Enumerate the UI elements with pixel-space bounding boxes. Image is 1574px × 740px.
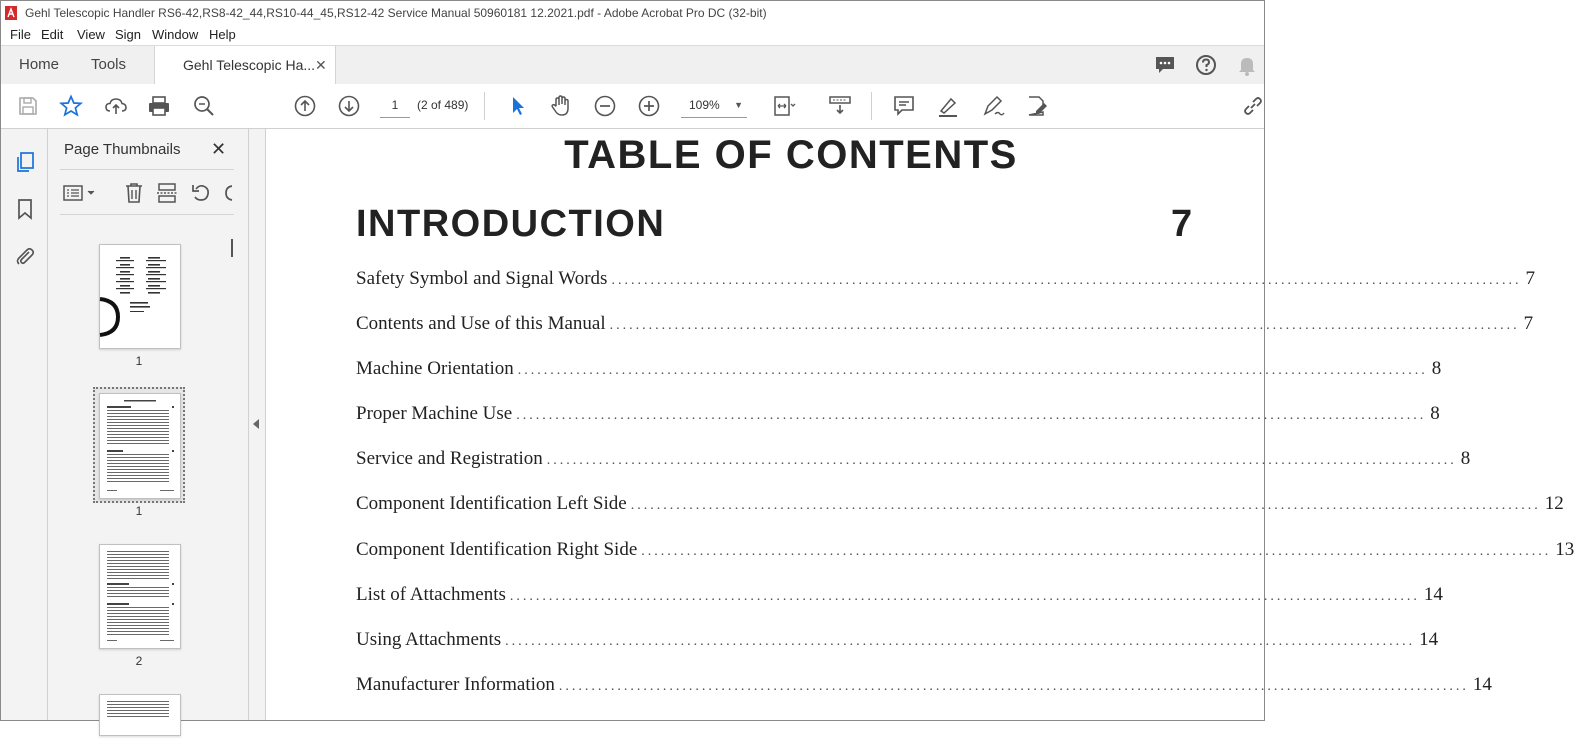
toc-entry-text: Safety Symbol and Signal Words bbox=[356, 268, 608, 289]
toc-leader-dots: ............................................................................................................................................ bbox=[641, 544, 1552, 559]
rotate-left-icon[interactable] bbox=[189, 181, 213, 205]
navigation-rail bbox=[1, 129, 48, 720]
page-count: (2 of 489) bbox=[417, 98, 469, 112]
tab-document[interactable] bbox=[154, 46, 336, 85]
toc-leader-dots: ............................................................................................................................................ bbox=[505, 634, 1416, 649]
toc-entry-text: List of Attachments bbox=[356, 584, 506, 605]
toc-entry-text: Component Identification Right Side bbox=[356, 539, 638, 560]
star-icon[interactable] bbox=[59, 94, 83, 118]
toolbar bbox=[1, 84, 1264, 129]
tab-tools[interactable]: Tools bbox=[91, 56, 127, 73]
collapse-arrow-icon bbox=[253, 419, 259, 429]
toc-entry[interactable] bbox=[356, 629, 1439, 653]
panel-collapse-handle[interactable] bbox=[249, 129, 266, 720]
panel-divider bbox=[60, 214, 234, 215]
page-thumbnail[interactable] bbox=[99, 544, 181, 649]
tab-bar bbox=[1, 45, 1264, 85]
toc-leader-dots: ............................................................................................................................................ bbox=[517, 363, 1428, 378]
toc-entry-page: 14 bbox=[1423, 584, 1443, 605]
toc-entry-page: 14 bbox=[1472, 674, 1492, 695]
panel-close-button[interactable]: ✕ bbox=[211, 139, 227, 159]
section-page-number: 7 bbox=[1171, 203, 1193, 245]
attachment-paperclip-icon[interactable] bbox=[14, 245, 36, 267]
menu-help[interactable]: Help bbox=[209, 27, 236, 42]
toc-entry[interactable] bbox=[356, 674, 1492, 698]
menu-file[interactable]: File bbox=[10, 27, 31, 42]
document-title: TABLE OF CONTENTS bbox=[564, 133, 1018, 177]
toolbar-divider bbox=[871, 92, 872, 120]
search-zoom-icon[interactable] bbox=[192, 94, 216, 118]
page-down-icon[interactable] bbox=[337, 94, 361, 118]
panel-divider bbox=[60, 169, 234, 170]
page-thumbnail[interactable] bbox=[99, 694, 181, 736]
page-thumbnails-panel bbox=[48, 129, 249, 720]
highlight-icon[interactable] bbox=[936, 94, 960, 118]
thumbnail-label: 2 bbox=[135, 654, 143, 668]
bookmark-icon[interactable] bbox=[14, 198, 36, 220]
fill-sign-icon[interactable] bbox=[1025, 94, 1049, 118]
toc-entry-page: 7 bbox=[1525, 268, 1535, 289]
zoom-level-value: 109% bbox=[689, 98, 720, 112]
scroll-mode-icon[interactable] bbox=[828, 94, 852, 118]
menu-bar bbox=[1, 25, 1264, 45]
toc-entry[interactable] bbox=[356, 448, 1471, 472]
comment-icon[interactable] bbox=[892, 94, 916, 118]
tab-close-button[interactable]: ✕ bbox=[315, 57, 327, 73]
toc-leader-dots: ............................................................................................................................................ bbox=[516, 408, 1427, 423]
help-icon[interactable] bbox=[1195, 54, 1217, 76]
toc-entry-page: 7 bbox=[1523, 313, 1534, 334]
menu-sign[interactable]: Sign bbox=[115, 27, 142, 42]
toc-leader-dots: ............................................................................................................................................ bbox=[558, 679, 1469, 694]
menu-edit[interactable]: Edit bbox=[41, 27, 64, 42]
scrollbar-thumb[interactable] bbox=[231, 239, 233, 257]
toc-entry[interactable] bbox=[356, 493, 1564, 517]
page-thumbnails-icon[interactable] bbox=[14, 151, 36, 173]
panel-title: Page Thumbnails bbox=[64, 141, 181, 158]
toc-entry-text: Using Attachments bbox=[356, 629, 502, 650]
extract-page-icon[interactable] bbox=[155, 181, 179, 205]
thumbnail-scrollbar[interactable] bbox=[226, 217, 238, 717]
thumbnail-options-icon[interactable] bbox=[62, 181, 98, 205]
menu-view[interactable]: View bbox=[77, 27, 105, 42]
thumbnail-toc-preview bbox=[100, 545, 180, 648]
toc-entry-page: 8 bbox=[1460, 448, 1471, 469]
thumbnail-label: 1 bbox=[135, 504, 143, 518]
tab-document-label: Gehl Telescopic Ha... bbox=[183, 57, 316, 73]
toc-entry[interactable] bbox=[356, 313, 1534, 337]
delete-page-icon[interactable] bbox=[122, 181, 146, 205]
notifications-bell-icon[interactable] bbox=[1236, 54, 1258, 76]
page-up-icon[interactable] bbox=[293, 94, 317, 118]
toc-entry[interactable] bbox=[356, 358, 1442, 382]
toc-entry-page: 14 bbox=[1419, 629, 1439, 650]
sign-icon[interactable] bbox=[981, 94, 1005, 118]
title-bar bbox=[1, 1, 1264, 25]
toc-entry[interactable] bbox=[356, 539, 1574, 563]
section-heading: INTRODUCTION bbox=[356, 203, 666, 245]
tab-home[interactable]: Home bbox=[19, 56, 60, 73]
page-thumbnail[interactable] bbox=[99, 244, 181, 349]
print-icon[interactable] bbox=[147, 94, 171, 118]
toc-leader-dots: ............................................................................................................................................ bbox=[609, 318, 1520, 333]
toc-entry-text: Machine Orientation bbox=[356, 358, 514, 379]
acrobat-icon bbox=[5, 6, 17, 20]
zoom-out-icon[interactable] bbox=[593, 94, 617, 118]
toolbar-divider bbox=[484, 92, 485, 120]
zoom-level-select[interactable] bbox=[681, 93, 747, 118]
toc-entry-text: Component Identification Left Side bbox=[356, 493, 627, 514]
toc-entry-text: Service and Registration bbox=[356, 448, 543, 469]
upload-icon[interactable] bbox=[104, 94, 128, 118]
rotate-right-icon[interactable] bbox=[220, 181, 234, 205]
toc-entry[interactable] bbox=[356, 268, 1535, 292]
toc-entry-text: Manufacturer Information bbox=[356, 674, 555, 695]
save-icon[interactable] bbox=[16, 94, 40, 118]
chevron-down-icon: ▼ bbox=[734, 100, 743, 110]
menu-window[interactable]: Window bbox=[152, 27, 199, 42]
toc-entry[interactable] bbox=[356, 584, 1443, 608]
toc-entry-page: 8 bbox=[1431, 358, 1442, 379]
page-thumbnail-selected[interactable] bbox=[99, 393, 181, 499]
comment-bubble-icon[interactable] bbox=[1154, 54, 1176, 76]
toc-entry-page: 8 bbox=[1430, 403, 1440, 424]
thumbnail-cover-preview bbox=[100, 245, 180, 348]
toc-leader-dots: ............................................................................................................................................ bbox=[546, 453, 1457, 468]
toc-leader-dots: ............................................................................................................................................ bbox=[630, 498, 1541, 513]
document-view[interactable] bbox=[266, 129, 1574, 720]
thumbnail-toc-preview bbox=[100, 394, 180, 498]
toc-entry-text: Contents and Use of this Manual bbox=[356, 313, 606, 334]
toc-entry-text: Proper Machine Use bbox=[356, 403, 513, 424]
window-title: Gehl Telescopic Handler RS6-42,RS8-42_44,RS10-44_45,RS12-42 Service Manual 50960181 12.2021.pdf - Adobe Acrobat Pro DC (32-bit) bbox=[25, 6, 767, 20]
link-icon[interactable] bbox=[1241, 94, 1265, 118]
thumbnail-toc-preview bbox=[100, 695, 180, 735]
select-cursor-icon[interactable] bbox=[506, 94, 530, 118]
toc-entry-page: 12 bbox=[1544, 493, 1564, 514]
hand-icon[interactable] bbox=[549, 94, 573, 118]
toc-entry-page: 13 bbox=[1555, 539, 1574, 560]
page-number-input[interactable]: 1 bbox=[380, 93, 410, 118]
zoom-in-icon[interactable] bbox=[637, 94, 661, 118]
toc-leader-dots: ............................................................................................................................................ bbox=[509, 589, 1420, 604]
toc-entry[interactable] bbox=[356, 403, 1440, 427]
fit-page-icon[interactable] bbox=[772, 94, 796, 118]
toc-leader-dots: ............................................................................................................................................ bbox=[611, 273, 1522, 288]
thumbnail-label: 1 bbox=[135, 354, 143, 368]
